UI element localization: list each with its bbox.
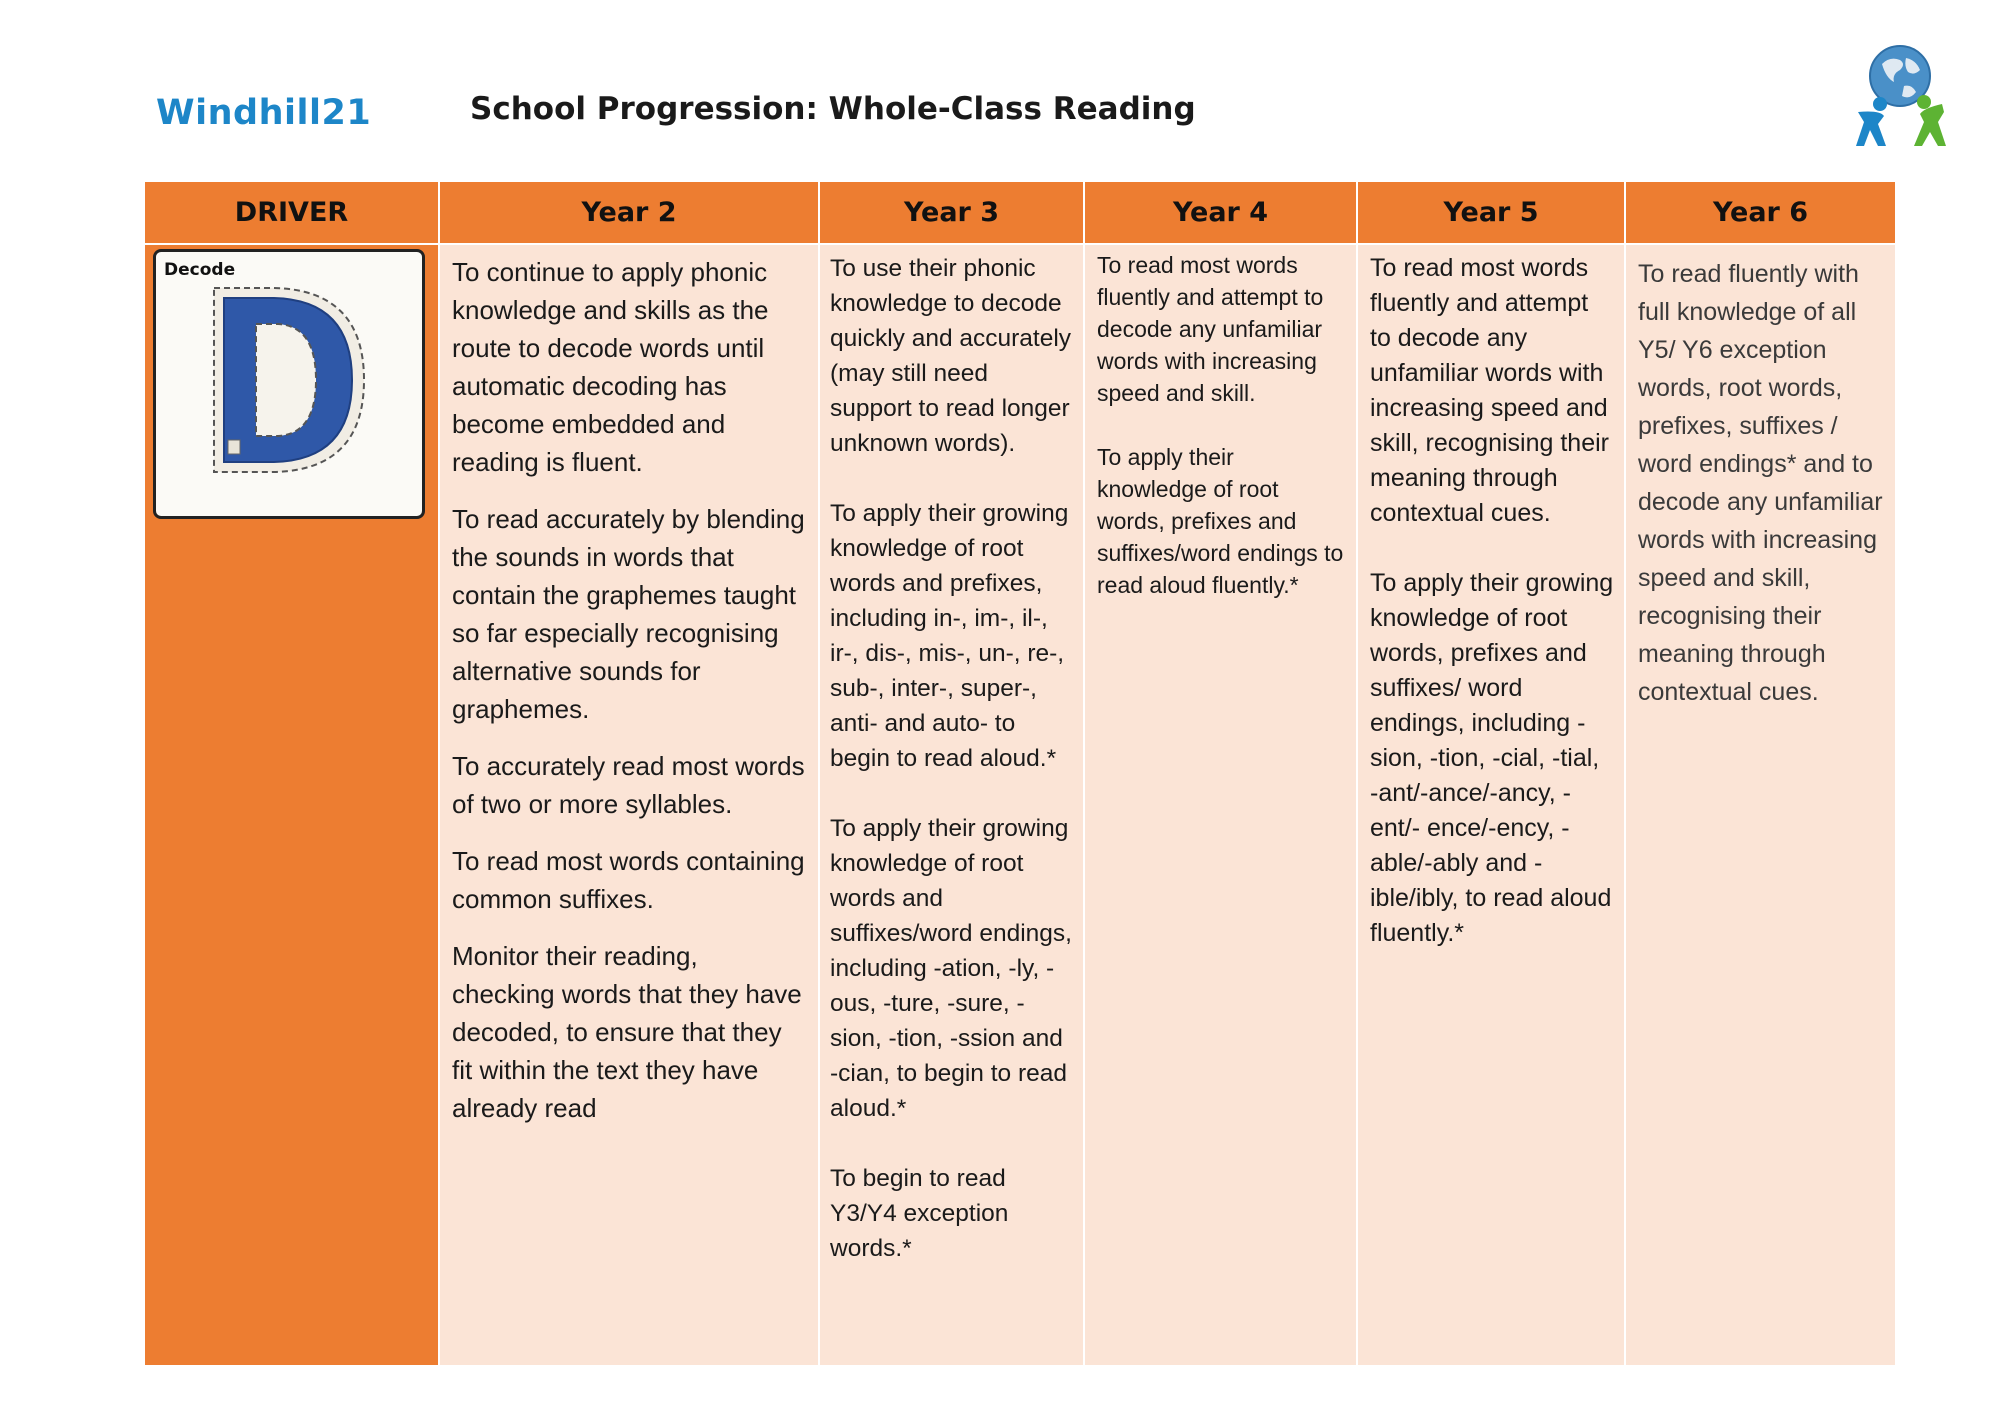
brand-name: Windhill21 [156,93,372,133]
year-3-objective: To apply their growing knowledge of root words and prefixes, including in-, im-, il-, ir-, dis-, mis-, un-, re-, sub-, inter-, super-, anti- and auto- to begin to read aloud.* [830,500,1069,772]
year-5-objective: To apply their growing knowledge of root words, prefixes and suffixes/ word endings, including -sion, -tion, -cial, -tial, -ant/-ance/-ancy, -ent/- ence/-ency, -able/-ably and -ible/ibly, to read aloud fluently.* [1370,569,1614,947]
progression-table [145,182,1895,1365]
year-3-objective: To apply their growing knowledge of root words and suffixes/word endings, including -ation, -ly, -ous, -ture, -sure, -sion, -tion, -ssion and -cian, to begin to read aloud.* [830,815,1072,1122]
header-year-2: Year 2 [439,182,819,244]
header-year-6: Year 6 [1625,182,1895,244]
page-title: School Progression: Whole-Class Reading [470,91,1196,127]
header-year-4: Year 4 [1084,182,1357,244]
year-2-objective: To accurately read most words of two or more syllables. [452,751,805,819]
year-6-objective: To read fluently with full knowledge of all Y5/ Y6 exception words, root words, prefixes, suffixes / word endings* and to decode any unfamiliar words with increasing speed and skill, recognising their meaning through contextual cues. [1638,260,1883,706]
school-logo [1844,42,1956,152]
driver-cell [145,244,439,1365]
year-4-objective: To read most words fluently and attempt to decode any unfamiliar words with increasing speed and skill. [1097,252,1324,406]
table-row [145,244,1895,1365]
year-5-objective: To read most words fluently and attempt to decode any unfamiliar words with increasing speed and skill, recognising their meaning through contextual cues. [1370,254,1609,527]
table-header-row [145,182,1895,244]
year-6-cell [1625,244,1895,1365]
year-2-objective: To continue to apply phonic knowledge and skills as the route to decode words until automatic decoding has become embedded and reading is fluent. [452,257,769,477]
header-driver: DRIVER [145,182,439,244]
year-3-objective: To use their phonic knowledge to decode quickly and accurately (may still need support to read longer unknown words). [830,255,1072,457]
year-2-objective: Monitor their reading, checking words that they have decoded, to ensure that they fit within the text they have already read [452,941,802,1123]
year-2-objective: To read accurately by blending the sounds in words that contain the graphemes taught so far especially recognising alternative sounds for graphemes. [452,504,805,724]
year-3-objective: To begin to read Y3/Y4 exception words.* [830,1165,1009,1262]
year-4-cell [1084,244,1357,1365]
year-5-cell [1357,244,1625,1365]
decode-card [153,249,425,519]
decode-label: Decode [164,260,236,280]
header-year-5: Year 5 [1357,182,1625,244]
year-2-cell [439,244,819,1365]
header-year-3: Year 3 [819,182,1084,244]
globe-figures-icon [1844,42,1956,152]
year-4-objective: To apply their knowledge of root words, prefixes and suffixes/word endings to read aloud fluently.* [1097,444,1344,598]
year-2-objective: To read most words containing common suffixes. [452,846,805,914]
letter-d-icon [204,280,374,480]
year-3-cell [819,244,1084,1365]
